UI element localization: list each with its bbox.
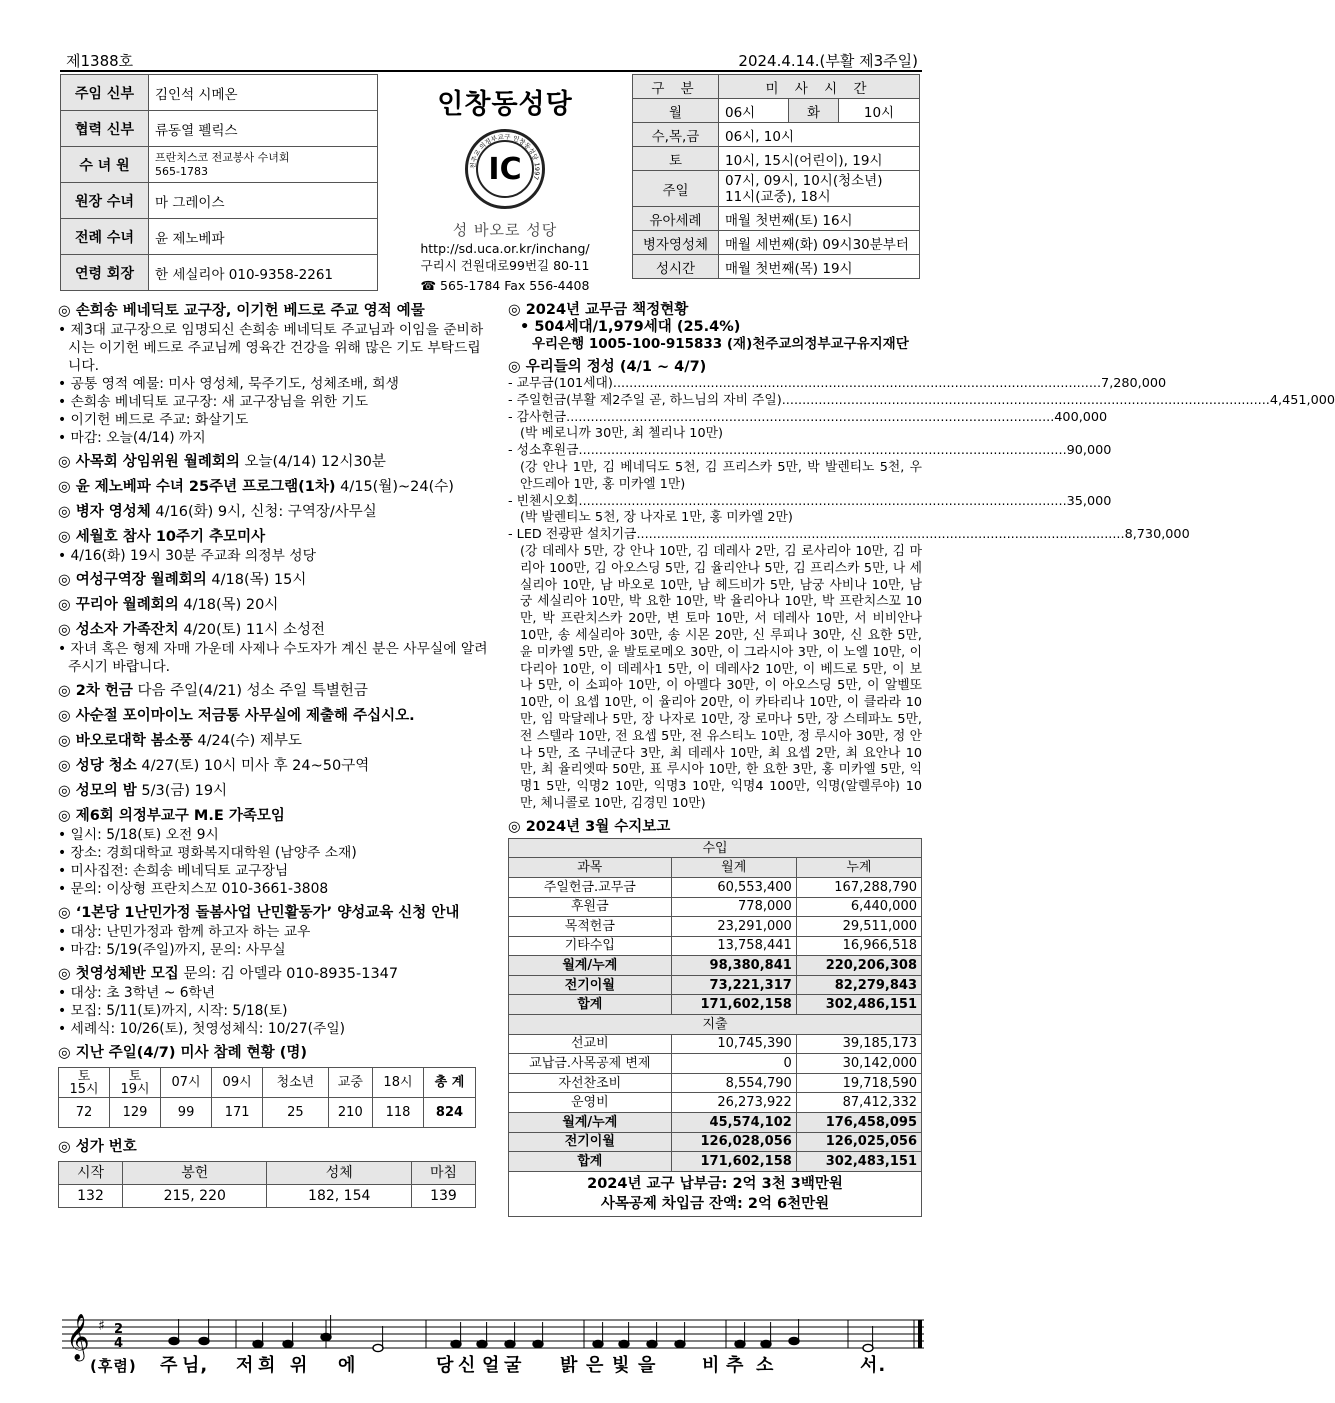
offering-amount: 4,451,000 (1269, 392, 1335, 408)
offering-line (508, 527, 1190, 544)
finance-column (508, 302, 1335, 1217)
parish-logo (465, 129, 545, 209)
offering-line (508, 409, 1108, 427)
notice-item (58, 503, 488, 522)
notice-title: ◎ 제6회 의정부교구 M.E 가족모임 (58, 808, 285, 824)
notice-title: ◎ 사목회 상임위원 월례회의 오늘(4/14) 12시30분 (58, 454, 386, 470)
finance-item: 월계/누계 (509, 1113, 672, 1133)
quota-account: 우리은행 1005-100-915833 (재)천주교의정부교구유지재단 (532, 336, 909, 352)
finance-cumulative: 30,142,000 (796, 1054, 921, 1074)
lyric-syllable: 을 (638, 1355, 657, 1376)
note-head (199, 1337, 209, 1344)
finance-item: 합계 (509, 995, 672, 1015)
note-head (761, 1340, 771, 1347)
finance-cumulative: 39,185,173 (796, 1034, 921, 1054)
notice-title: ◎ 성소자 가족잔치 4/20(토) 11시 소성전 (58, 622, 326, 638)
lyric-syllable: 당 (436, 1355, 455, 1376)
finance-monthly: 126,028,056 (671, 1132, 796, 1152)
finance-cumulative: 16,966,518 (796, 936, 921, 956)
notices-column (58, 302, 488, 1214)
offering-label: - 주일헌금(부활 제2주일 곧, 하느님의 자비 주일) (508, 392, 782, 408)
offering-donors: (강 안나 1만, 김 베네딕도 5천, 김 프리스카 5만, 박 발렌티노 5천, 우 안드레아 1만, 홍 미카엘 1만) (520, 459, 922, 492)
finance-monthly: 98,380,841 (671, 956, 796, 976)
attendance-header: 09시 (212, 1068, 263, 1098)
note-head (451, 1340, 461, 1347)
finance-monthly: 171,602,158 (671, 1152, 796, 1172)
mass-day: 주일 (633, 171, 719, 207)
staff-row (61, 111, 378, 147)
finance-monthly: 60,553,400 (671, 877, 796, 897)
finance-cumulative: 29,511,000 (796, 917, 921, 937)
mass-time: 매월 첫번째(토) 16시 (719, 207, 920, 231)
mass-row (633, 231, 920, 255)
staff-role: 전례 수녀 (61, 219, 149, 255)
notice-bullet: • 4/16(화) 19시 30분 주교좌 의정부 성당 (58, 547, 488, 565)
finance-row (509, 877, 922, 897)
finance-header-row (509, 858, 922, 878)
notice-title: ◎ 성당 청소 4/27(토) 10시 미사 후 24~50구역 (58, 758, 370, 774)
staff-name: 윤 제노베파 (149, 219, 378, 255)
mass-day: 병자영성체 (633, 231, 719, 255)
mass-time: 06시, 10시 (719, 123, 920, 147)
finance-monthly: 8,554,790 (671, 1073, 796, 1093)
notice-item (58, 621, 488, 676)
staff-name: 마 그레이스 (149, 183, 378, 219)
notice-bullet: • 자녀 혹은 형제 자매 가운데 사제나 수도자가 계신 분은 사무실에 알려주시기 바랍니다. (58, 640, 488, 676)
attendance-header: 18시 (372, 1068, 423, 1098)
finance-item: 합계 (509, 1152, 672, 1172)
note-head (505, 1340, 515, 1347)
offering-label: - LED 전광판 설치기금 (508, 527, 637, 543)
parish-address: 구리시 건원대로99번길 80-11 (420, 258, 590, 273)
note-head (675, 1340, 685, 1347)
parish-url[interactable]: http://sd.uca.or.kr/inchang/ (420, 241, 590, 256)
mass-row (633, 255, 920, 279)
finance-monthly: 13,758,441 (671, 936, 796, 956)
hymn-header: 시작 (59, 1162, 123, 1185)
attendance-value: 824 (424, 1098, 476, 1128)
mass-schedule-table (632, 74, 920, 279)
finance-cumulative: 220,206,308 (796, 956, 921, 976)
staff-row (61, 255, 378, 291)
notice-item (58, 732, 488, 751)
lyric-syllable: 님, (182, 1355, 209, 1376)
lyric-syllable: 밝 (560, 1355, 579, 1376)
mass-time: 10시, 15시(어린이), 19시 (719, 147, 920, 171)
finance-item: 기타수입 (509, 936, 672, 956)
staff-table (60, 74, 378, 291)
note-head (169, 1337, 179, 1344)
key-sharp-icon: ♯ (98, 1318, 105, 1334)
finance-row (509, 1073, 922, 1093)
finance-row (509, 1132, 922, 1152)
notice-bullet: • 대상: 난민가정과 함께 하고자 하는 교우 (58, 923, 488, 941)
notice-title: ◎ 병자 영성체 4/16(화) 9시, 신청: 구역장/사무실 (58, 504, 377, 520)
finance-monthly: 26,273,922 (671, 1093, 796, 1113)
finance-monthly: 0 (671, 1054, 796, 1074)
hymn-table (58, 1161, 476, 1208)
finance-row (509, 1113, 922, 1133)
note-head (593, 1340, 603, 1347)
diocese-payment-note: 2024년 교구 납부금: 2억 3천 3백만원 (587, 1175, 843, 1192)
lyric-syllable: 에 (338, 1355, 357, 1376)
finance-item: 운영비 (509, 1093, 672, 1113)
notice-bullet: • 장소: 경희대학교 평화복지대학원 (남양주 소재) (58, 844, 488, 862)
notice-bullet: • 모집: 5/11(토)까지, 시작: 5/18(토) (58, 1002, 488, 1020)
lyric-syllable: 굴 (504, 1355, 523, 1376)
hymn-header: 마침 (411, 1162, 475, 1185)
mass-day: 유아세례 (633, 207, 719, 231)
finance-cumulative: 82,279,843 (796, 975, 921, 995)
notice-bullet: • 이기헌 베드로 주교: 화살기도 (58, 411, 488, 429)
finance-item: 주일헌금.교무금 (509, 877, 672, 897)
notice-title: ◎ 2차 헌금 다음 주일(4/21) 성소 주일 특별헌금 (58, 683, 368, 699)
notice-bullet: • 문의: 이상형 프란치스꼬 010-3661-3808 (58, 880, 488, 898)
mass-time-tue: 10시 (839, 99, 920, 123)
attendance-header: 교중 (328, 1068, 372, 1098)
notice-item (58, 596, 488, 615)
offerings-section (508, 359, 1335, 813)
offering-line (508, 493, 1112, 511)
hymn-number: 132 (59, 1185, 123, 1208)
finance-row (509, 917, 922, 937)
logo-monogram: IC (476, 140, 534, 198)
hymn-title: ◎ 성가 번호 (58, 1139, 137, 1155)
lyric-syllable: 은 (586, 1355, 605, 1376)
offering-amount: 7,280,000 (1101, 376, 1167, 391)
issue-number: 제1388호 (66, 52, 134, 70)
mass-day-mon: 월 (633, 99, 719, 123)
staff-name: 프란치스코 전교봉사 수녀회 565-1783 (149, 147, 378, 183)
lyric-syllable: 소 (756, 1355, 775, 1376)
quota-ratio: • 504세대/1,979세대 (25.4%) (520, 319, 741, 335)
notice-title: ◎ 성모의 밤 5/3(금) 19시 (58, 783, 228, 799)
notice-item (58, 478, 488, 497)
finance-monthly: 23,291,000 (671, 917, 796, 937)
finance-cumulative: 87,412,332 (796, 1093, 921, 1113)
offering-label: - 빈첸시오회 (508, 493, 579, 509)
finance-row (509, 936, 922, 956)
leader-dots: ........................................................................................................................ (578, 443, 1067, 459)
staff-name: 류동열 펠릭스 (149, 111, 378, 147)
attendance-value: 99 (161, 1098, 212, 1128)
svg-text:천주교 의정부교구 인창동성당 1997: 천주교 의정부교구 인창동성당 1997 (468, 132, 542, 181)
staff-row (61, 75, 378, 111)
attendance-header: 07시 (161, 1068, 212, 1098)
notice-title: ◎ 여성구역장 월례회의 4/18(목) 15시 (58, 572, 307, 588)
notice-item (58, 571, 488, 590)
staff-role: 수 녀 원 (61, 147, 149, 183)
mass-day: 성시간 (633, 255, 719, 279)
notice-bullet: • 일시: 5/18(토) 오전 9시 (58, 826, 488, 844)
lyric-syllable: 얼 (482, 1355, 501, 1376)
note-head (789, 1337, 799, 1344)
notice-title: ◎ 꾸리아 월례회의 4/18(목) 20시 (58, 597, 279, 613)
hymn-header: 성체 (267, 1162, 411, 1185)
notice-title: ◎ 세월호 참사 10주기 추모미사 (58, 529, 266, 545)
finance-cumulative: 302,483,151 (796, 1152, 921, 1172)
lyric-syllable: 위 (290, 1355, 309, 1376)
finance-monthly: 10,745,390 (671, 1034, 796, 1054)
hymn-number: 182, 154 (267, 1185, 411, 1208)
attendance-value: 171 (212, 1098, 263, 1128)
finance-row (509, 975, 922, 995)
offering-label: - 교무금(101세대) (508, 376, 613, 391)
notice-item (58, 757, 488, 776)
staff-role: 주임 신부 (61, 75, 149, 111)
finance-monthly: 73,221,317 (671, 975, 796, 995)
offering-label: - 감사헌금 (508, 409, 567, 425)
attendance-table (58, 1067, 476, 1128)
notice-title: ◎ 첫영성체반 모집 문의: 김 아델라 010-8935-1347 (58, 966, 399, 982)
notice-title: ◎ 손희송 베네딕토 교구장, 이기헌 베드로 주교 영적 예물 (58, 303, 425, 319)
note-head (647, 1340, 657, 1347)
mass-header-category: 구 분 (633, 75, 719, 99)
finance-cumulative: 167,288,790 (796, 877, 921, 897)
time-signature-top: 2 (114, 1322, 124, 1337)
mass-time-mon: 06시 (719, 99, 789, 123)
notice-bullet: • 세례식: 10/26(토), 첫영성체식: 10/27(주일) (58, 1020, 488, 1038)
mass-row (633, 123, 920, 147)
lyric-syllable: 신 (458, 1355, 477, 1376)
attendance-header: 총 계 (424, 1068, 476, 1098)
offerings-title: ◎ 우리들의 정성 (4/1 ~ 4/7) (508, 359, 707, 375)
mass-day: 토 (633, 147, 719, 171)
attendance-value: 129 (110, 1098, 161, 1128)
notice-bullet: • 제3대 교구장으로 임명되신 손희송 베네딕토 주교님과 이임을 준비하시는 이기헌 베드로 주교님께 영육간 건강을 위해 많은 기도 부탁드립니다. (58, 321, 488, 375)
finance-cumulative: 302,486,151 (796, 995, 921, 1015)
finance-band (509, 838, 922, 858)
offering-line (508, 392, 1335, 410)
notice-item (58, 682, 488, 701)
finance-row (509, 995, 922, 1015)
finance-monthly: 45,574,102 (671, 1113, 796, 1133)
note-head (373, 1344, 383, 1351)
mass-time: 매월 첫번째(목) 19시 (719, 255, 920, 279)
notice-item (58, 528, 488, 565)
finance-item: 전기이월 (509, 1132, 672, 1152)
finance-band-label: 지출 (509, 1015, 922, 1035)
finance-row (509, 1034, 922, 1054)
finance-cumulative: 6,440,000 (796, 897, 921, 917)
finance-monthly: 171,602,158 (671, 995, 796, 1015)
leader-dots: ........................................................................................................................ (566, 409, 1055, 425)
note-head (477, 1340, 487, 1347)
loan-balance-note: 사목공제 차입금 잔액: 2억 6천만원 (600, 1195, 830, 1212)
finance-col-header: 과목 (509, 858, 672, 878)
finance-cumulative: 19,718,590 (796, 1073, 921, 1093)
lyric-syllable: 비 (702, 1355, 721, 1376)
quota-title: ◎ 2024년 교무금 책정현황 (508, 302, 689, 318)
attendance-value: 72 (59, 1098, 110, 1128)
time-signature-bottom: 4 (114, 1336, 124, 1351)
attendance-header: 토 19시 (110, 1068, 161, 1098)
refrain-label: (후렴) (90, 1357, 137, 1375)
note-head (533, 1340, 543, 1347)
finance-band (509, 1015, 922, 1035)
mass-time: 07시, 09시, 10시(청소년) 11시(교중), 18시 (719, 171, 920, 207)
staff-name: 한 세실리아 010-9358-2261 (149, 255, 378, 291)
finance-row (509, 956, 922, 976)
finance-row (509, 1093, 922, 1113)
finance-item: 선교비 (509, 1034, 672, 1054)
finance-col-header: 월계 (671, 858, 796, 878)
mass-row (633, 171, 920, 207)
leader-dots: ........................................................................................................................ (578, 493, 1067, 509)
finance-notes (508, 1172, 922, 1217)
attendance-section (58, 1044, 488, 1128)
finance-col-header: 누계 (796, 858, 921, 878)
offering-donors: (박 발렌티노 5천, 장 나자로 1만, 홍 미카엘 2만) (520, 510, 793, 526)
leader-dots: ........................................................................................................................ (781, 392, 1270, 408)
parish-phone: ☎ 565-1784 Fax 556-4408 (420, 278, 590, 293)
offering-amount: 8,730,000 (1124, 527, 1190, 543)
leader-dots: ........................................................................................................................ (612, 376, 1102, 391)
finance-monthly: 778,000 (671, 897, 796, 917)
staff-row (61, 147, 378, 183)
notice-bullet: • 대상: 초 3학년 ~ 6학년 (58, 984, 488, 1002)
notice-title: ◎ ‘1본당 1난민가정 돌봄사업 난민활동가’ 양성교육 신청 안내 (58, 905, 460, 921)
note-head (253, 1340, 263, 1347)
hymn-number: 215, 220 (123, 1185, 267, 1208)
notice-title: ◎ 바오로대학 봄소풍 4/24(수) 제부도 (58, 733, 302, 749)
note-head (735, 1340, 745, 1347)
attendance-header: 청소년 (263, 1068, 329, 1098)
notice-bullet: • 공통 영적 예물: 미사 영성체, 묵주기도, 성체조배, 희생 (58, 375, 488, 393)
finance-cumulative: 176,458,095 (796, 1113, 921, 1133)
treble-clef-icon: 𝄞 (66, 1314, 90, 1360)
mass-time: 매월 세번째(화) 09시30분부터 (719, 231, 920, 255)
quota-section (508, 302, 922, 353)
finance-item: 목적헌금 (509, 917, 672, 937)
offering-line (508, 376, 1167, 393)
finance-item: 후원금 (509, 897, 672, 917)
notice-item (58, 965, 488, 1038)
finance-band-label: 수입 (509, 838, 922, 858)
lyric-syllable: 추 (726, 1355, 745, 1376)
notice-bullet: • 마감: 오늘(4/14) 까지 (58, 429, 488, 447)
hymn-number: 139 (411, 1185, 475, 1208)
attendance-value: 25 (263, 1098, 329, 1128)
lyric-syllable: 저 (236, 1355, 255, 1376)
offering-amount: 400,000 (1054, 409, 1108, 425)
finance-row (509, 1152, 922, 1172)
issue-date: 2024.4.14.(부활 제3주일) (738, 52, 918, 70)
mass-day: 수,목,금 (633, 123, 719, 147)
finance-item: 교납금.사목공제 변제 (509, 1054, 672, 1074)
issue-header (60, 50, 922, 72)
attendance-header: 토 15시 (59, 1068, 110, 1098)
staff-role: 원장 수녀 (61, 183, 149, 219)
lyric-syllable: 빛 (612, 1355, 631, 1376)
offering-donors: (박 베로니까 30만, 최 첼리나 10만) (520, 426, 723, 442)
offering-donors: (강 데레사 5만, 강 안나 10만, 김 데레사 2만, 김 로사리아 10만, 김 마리아 100만, 김 아오스딩 5만, 김 율리안나 5만, 김 프리스카 5만, 나 세실리아 10만, 남 바오로 10만, 남 헤드비가 5만, 남궁 사비나 10만, 남궁 세실리아 10만, 박 요한 10만, 박 율리아나 10만, 박 프란치스꼬 10만, 박 프란치스카 20만, 변 토마 10만, 서 데레사 10만, 서 비비안나 10만, 송 세실리아 30만, 송 시몬 20만, 신 루피나 30만, 신 요한 5만, 윤 미카엘 5만, 윤 발토로메오 30만, 이 그라시아 3만, 이 노엘 10만, 이 다리아 10만, 이 데레사1 5만, 이 데레사2 10만, 이 베드로 5만, 이 보나 5만, 이 소피아 10만, 이 아멜다 30만, 이 아오스딩 5만, 이 알벨또 10만, 이 요셉 10만, 이 율리아 20만, 이 카타리나 10만, 이 클라라 10만, 임 막달레나 5만, 장 나자로 10만, 장 로마나 5만, 장 스테파노 5만, 전 스텔라 10만, 전 요셉 5만, 전 유스티노 10만, 정 루시아 30만, 정 안나 5만, 조 구네군다 3만, 최 데레사 10만, 최 요셉 2만, 최 요안나 10만, 최 율리엣따 50만, 표 루시아 10만, 한 요한 3만, 홍 미카엘 5만, 익명1 5만, 익명2 10만, 익명3 10만, 익명4 100만, 익명(알렐루야) 10만, 체니콜로 10만, 김경민 10만) (520, 543, 922, 811)
finance-table (508, 838, 922, 1172)
notice-item (58, 302, 488, 447)
notice-item (58, 453, 488, 472)
finance-row (509, 897, 922, 917)
leader-dots: ........................................................................................................................ (636, 527, 1125, 543)
parish-name: 인창동성당 (437, 89, 573, 120)
hymn-header: 봉헌 (123, 1162, 267, 1185)
lyric-syllable: 희 (258, 1355, 277, 1376)
offering-label: - 성소후원금 (508, 443, 579, 459)
mass-row (633, 207, 920, 231)
notice-item (58, 707, 488, 726)
mass-row (633, 147, 920, 171)
finance-item: 자선찬조비 (509, 1073, 672, 1093)
offering-line (508, 443, 1112, 460)
staff-role: 연령 회장 (61, 255, 149, 291)
mass-day-tue: 화 (789, 99, 839, 123)
offering-amount: 35,000 (1066, 493, 1112, 509)
parish-patron: 성 바오로 성당 (452, 221, 558, 239)
staff-name: 김인석 시메온 (149, 75, 378, 111)
attendance-title: ◎ 지난 주일(4/7) 미사 참례 현황 (명) (58, 1045, 308, 1061)
parish-block (378, 74, 632, 293)
hymn-section (58, 1138, 488, 1208)
staff-role: 협력 신부 (61, 111, 149, 147)
staff-row (61, 219, 378, 255)
notice-bullet: • 손희송 베네딕토 교구장: 새 교구장님을 위한 기도 (58, 393, 488, 411)
staff-row (61, 183, 378, 219)
note-head (283, 1340, 293, 1347)
notice-item (58, 782, 488, 801)
finance-item: 전기이월 (509, 975, 672, 995)
notice-title: ◎ 윤 제노베파 수녀 25주년 프로그램(1차) 4/15(월)~24(수) (58, 479, 454, 495)
finance-cumulative: 126,025,056 (796, 1132, 921, 1152)
note-head (619, 1340, 629, 1347)
finance-item: 월계/누계 (509, 956, 672, 976)
attendance-value: 118 (372, 1098, 423, 1128)
notice-item (58, 807, 488, 898)
finance-title: ◎ 2024년 3월 수지보고 (508, 818, 671, 835)
notice-bullet: • 마감: 5/19(주일)까지, 문의: 사무실 (58, 941, 488, 959)
attendance-value: 210 (328, 1098, 372, 1128)
offering-amount: 90,000 (1066, 443, 1112, 459)
lyric-syllable: 서. (860, 1355, 887, 1376)
finance-row (509, 1054, 922, 1074)
mass-header-time: 미 사 시 간 (719, 75, 920, 99)
notice-title: ◎ 사순절 포이마이노 저금통 사무실에 제출해 주십시오. (58, 708, 415, 724)
lyric-syllable: 주 (160, 1355, 179, 1376)
notice-item (58, 904, 488, 959)
notice-bullet: • 미사집전: 손희송 베네딕토 교구장님 (58, 862, 488, 880)
